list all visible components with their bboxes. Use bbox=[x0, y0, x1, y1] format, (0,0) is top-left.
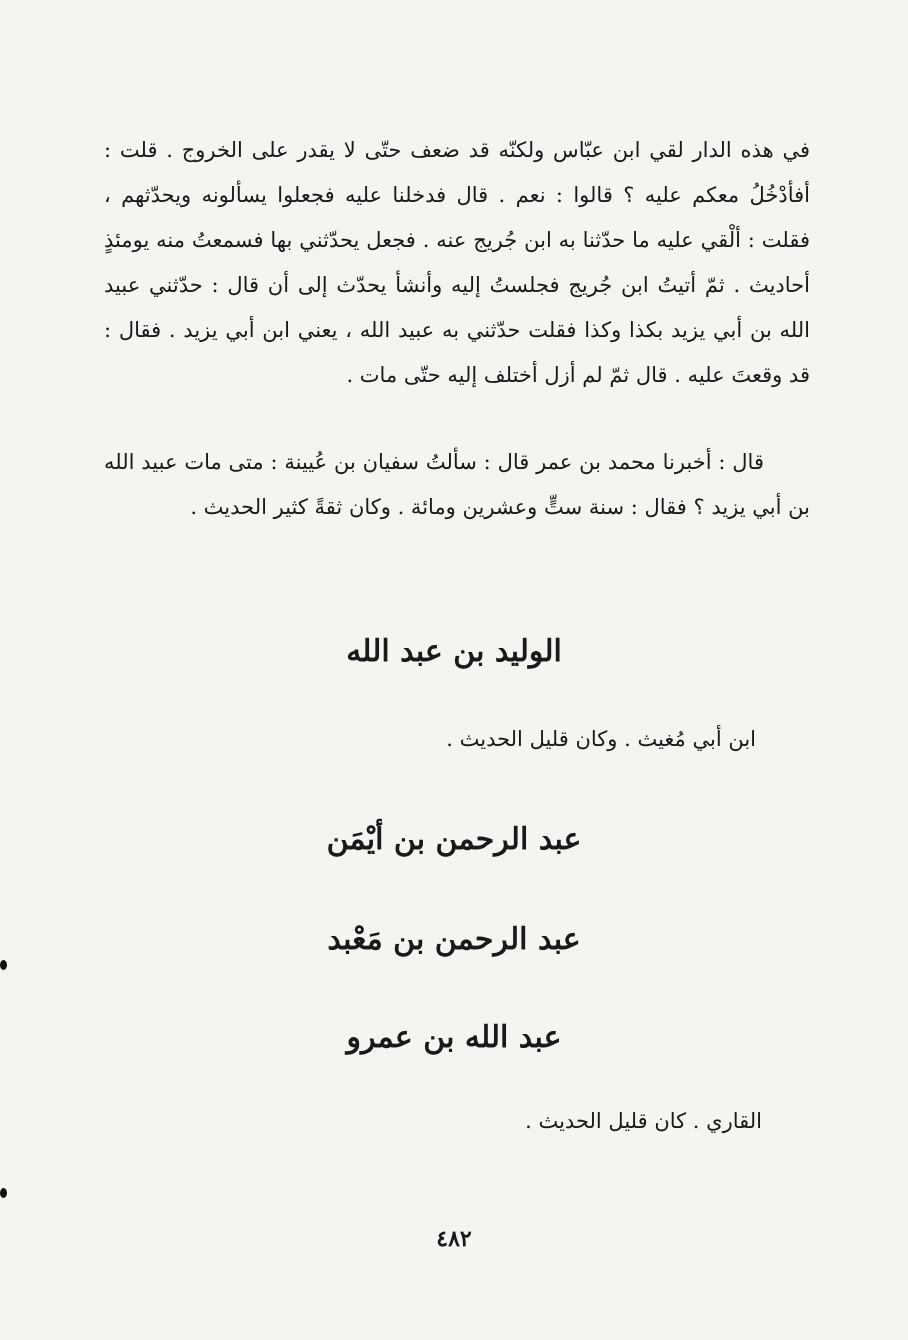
scan-speck bbox=[0, 1188, 7, 1198]
entry-note: القاري . كان قليل الحديث . bbox=[525, 1109, 762, 1133]
entry-heading: عبد الله بن عمرو bbox=[346, 1020, 562, 1055]
page-number: ٤٨٢ bbox=[436, 1226, 472, 1252]
entry-heading: الوليد بن عبد الله bbox=[346, 634, 562, 669]
body-paragraph: قال : أخبرنا محمد بن عمر قال : سألتُ سفيان بن عُيينة : متى مات عبيد الله بن أبي يزيد ؟ فقال : سنة ستٍّ وعشرين ومائة . وكان ثقةً كثير الحديث . bbox=[104, 450, 810, 519]
entry-heading: عبد الرحمن بن مَعْبد bbox=[327, 922, 581, 957]
entry-note: ابن أبي مُغيث . وكان قليل الحديث . bbox=[446, 727, 756, 751]
body-paragraph: في هذه الدار لقي ابن عبّاس ولكنّه قد ضعف حتّى لا يقدر على الخروج . قلت : أفأدْخُلُ معكم عليه ؟ قالوا : نعم . قال فدخلنا عليه فجعلوا يسألونه ويحدّثهم ، فقلت : ألْقي عليه ما حدّثنا به ابن جُريج عنه . فجعل يحدّثني بها فسمعتُ منه يومئذٍ أحاديث . ثمّ أتيتُ ابن جُريج فجلستُ إليه وأنشأ يحدّث إلى أن قال : حدّثني عبيد الله بن أبي يزيد بكذا وكذا فقلت حدّثني به عبيد الله ، يعني ابن أبي يزيد . فقال : قد وقعتَ عليه . قال ثمّ لم أزل أختلف إليه حتّى مات . bbox=[104, 138, 810, 387]
scan-speck bbox=[0, 960, 7, 970]
entry-heading: عبد الرحمن بن أيْمَن bbox=[326, 822, 582, 857]
